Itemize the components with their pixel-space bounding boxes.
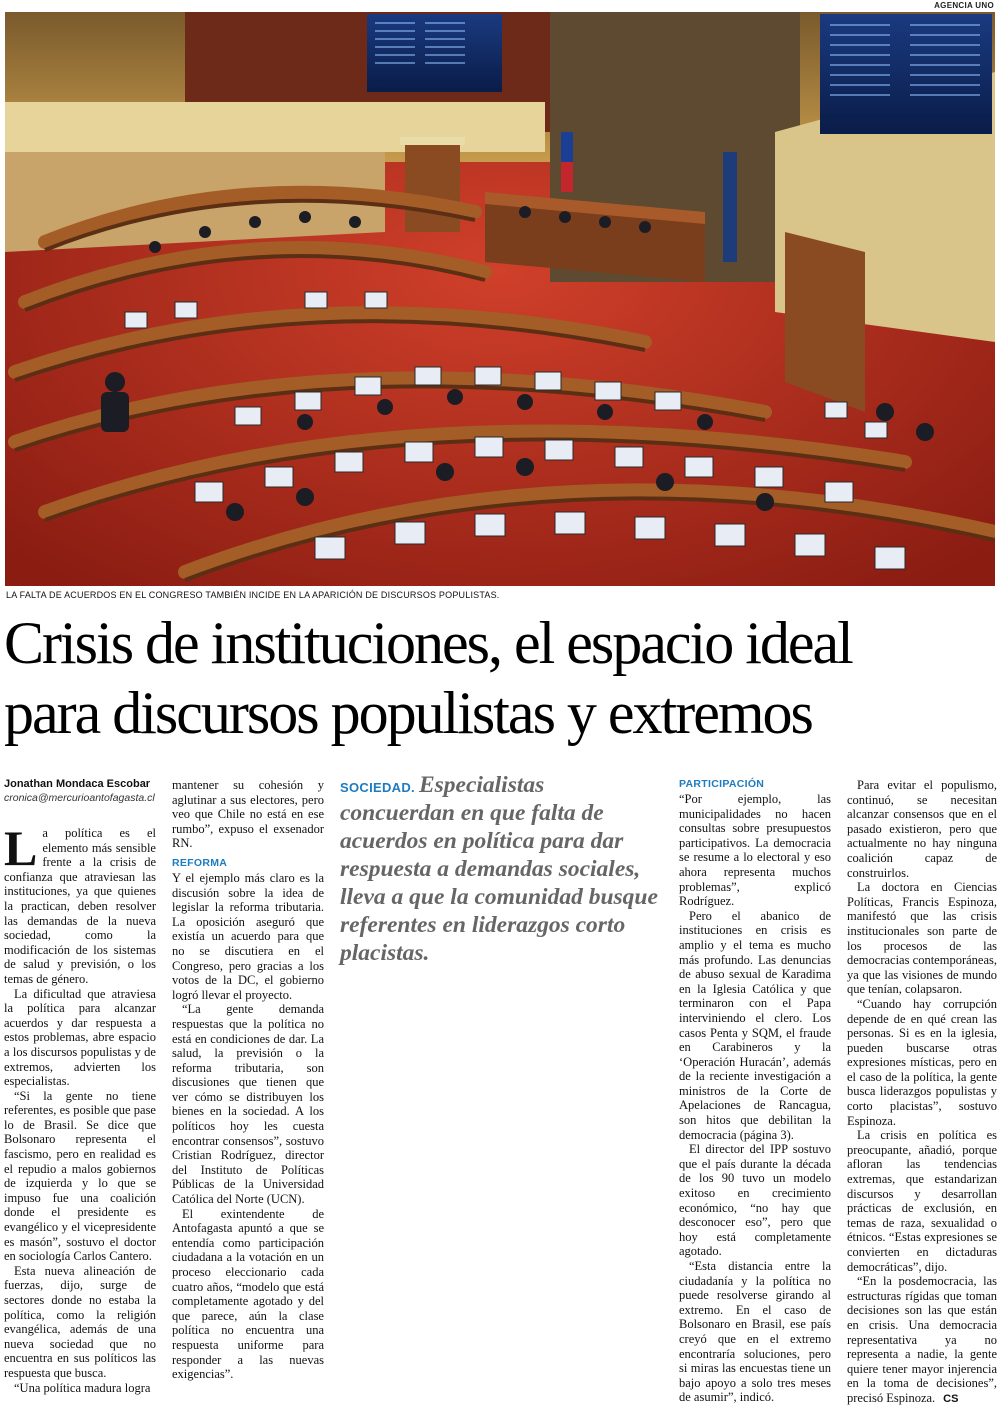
paragraph: El exintendente de Antofagasta apuntó a que se entendía como participación ciudadana a la votación en un proceso eleccionario cada cuatro años, “modelo que está completamente agotado y del que parece, aún la clase política no encuentra una respuesta uniforme para responder a las nuevas exigencias”. [172,1206,324,1382]
paragraph: “Si la gente no tiene referentes, es posible que pase lo de Brasil. Se dice que Bolsonaro representa el fascismo, pero en realidad es el repudio a malos gobiernos de izquierda y lo que se impuso fue una coalición donde el presidente es evangélico y el vicepresidente es masón”, sostuvo el doctor en sociología Carlos Cantero. [4,1088,156,1264]
deck-block [340,771,660,967]
paragraph: La crisis en política es preocupante, añadió, porque afloran las tendencias extremas, que estandarizan discursos y desarrollan prácticas de exclusión, en temas de raza, sexualidad o étnicos. “Estas expresiones se convierten en dictaduras democráticas”, dijo. [847,1128,997,1274]
headline-line-1: Crisis de instituciones, el espacio ideal [4,610,852,676]
subhead-reforma: REFORMA [172,856,228,869]
chamber-illustration [5,12,995,586]
paragraph: “Cuando hay corrupción depende de en qué crean las personas. Si es en la iglesia, pueden buscarse otras expresiones místicas, pero en el caso de la política, la gente busca liderazgos populistas y corto placistas”, sostuvo Espinoza. [847,996,997,1128]
drop-cap: L [4,820,38,876]
paragraph: “Una política madura logra [14,1380,151,1395]
headline [4,608,998,748]
paragraph: “Por ejemplo, las municipalidades no hacen consultas sobre presupuestos participativos. La democracia se resume a lo electoral y eso ahora representa muchos problemas”, explicó Rodríguez. [679,792,831,909]
paragraph: La dificultad que atraviesa la política para alcanzar acuerdos y dar respuesta a estos problemas, abre espacio a los discursos populistas y de extremos, advierten los especialistas. [4,986,156,1089]
deck [340,771,660,967]
paragraph: “Esta distancia entre la ciudadanía y la política no puede resolverse girando al extremo. En el caso de Bolsonaro en Brasil, ese país creyó que en el extremo encontraría soluciones, pero si miras las encuestas tiene un bajo apoyo a solo tres meses de asumir”, indicó. [679,1259,831,1405]
author-byline: Jonathan Mondaca Escobar [4,778,151,790]
headline-line-2: para discursos populistas y extremos [4,680,812,746]
end-mark: CS [943,1392,959,1405]
author-email[interactable]: cronica@mercurioantofagasta.cl [4,792,155,804]
section-label: SOCIEDAD. [340,780,415,795]
article-column-1 [4,778,156,1395]
photo-credit: AGENCIA UNO [934,1,994,10]
subhead-participacion: PARTICIPACIÓN [679,778,765,790]
congress-photo [5,12,995,586]
article-column-2 [172,778,324,1382]
paragraph: El director del IPP sostuvo que el país durante la década de los 90 tuvo un modelo exitoso en crecimiento económico, “no hay que desconocer eso”, pero que hoy está completamente agotado. [679,1142,831,1259]
paragraph: La doctora en Ciencias Políticas, Francis Espinoza, manifestó que las crisis institucionales son parte de los procesos de las democracias contemporáneas, ya que las visiones de mundo que tenían, colapsaron. [847,880,997,997]
paragraph: Para evitar el populismo, continuó, se necesitan alcanzar consensos que en el pasado existieron, pero que actualmente no hay ninguna coalición capaz de construirlos. [847,778,997,880]
lead-text: a política es el elemento más sensible frente a la crisis de confianza que atraviesan las instituciones, ya que quienes la practican, deben resolver las demandas de la nueva sociedad, como la modificación de los sistemas de salud y previsión, o los temas de género. [4,826,156,986]
lead-paragraph [4,820,156,987]
paragraph: mantener su cohesión y aglutinar a sus electores, pero veo que Chile no está en ese rumbo”, expuso el exsenador RN. [172,778,324,851]
paragraph: “La gente demanda respuestas que la política no está en condiciones de dar. La salud, la previsión o la reforma tributaria, son discusiones que tienen que ver cómo se distribuyen los bienes en la sociedad. A los políticos hoy les cuesta encontrar consensos”, sostuvo Cristian Rodríguez, director del Instituto de Políticas Públicas de la Universidad Católica del Norte (UCN). [172,1002,324,1207]
paragraph [847,1274,997,1405]
article-column-5 [847,778,997,1406]
paragraph: Esta nueva alineación de fuerzas, dijo, surge de sectores donde no estaba la política, como la religión evangélica, además de una nueva sociedad que no encuentra en sus políticos las respuesta que busca. [4,1263,156,1380]
article-column-4 [679,778,831,1405]
paragraph: Y el ejemplo más claro es la discusión sobre la idea de legislar la reforma tributaria. La oposición aseguró que existía un acuerdo para que no se discutiera en el Congreso, pero gracias a los votos de la DC, el gobierno logró llevar el proyecto. [172,870,324,1002]
photo-caption: LA FALTA DE ACUERDOS EN EL CONGRESO TAMBIÉN INCIDE EN LA APARICIÓN DE DISCURSOS POPULISTAS. [6,590,500,600]
paragraph: Pero el abanico de instituciones en crisis es amplio y el tema es mucho más profundo. Las denuncias de abuso sexual de Karadima en la Iglesia Católica y que terminaron con el Papa interviniendo el clero. Los casos Penta y SQM, el fraude en Carabineros y la ‘Operación Huracán’, además de la reciente investigación a ministros de la Corte de Apelaciones de Rancagua, son hitos que debilitan la democracia (página 3). [679,908,831,1142]
final-text: “En la posdemocracia, las estructuras rígidas que toman decisiones son las que están en crisis. Una democracia representativa ya no representa a nadie, la gente quiere tener mayor injerencia en la toma de decisiones”, precisó Espinoza. [847,1274,997,1405]
deck-text: Especialistas concuerdan en que falta de acuerdos en política para dar respuesta a demandas sociales, lleva a que la comunidad busque referentes en liderazgos corto placistas. [340,772,658,966]
